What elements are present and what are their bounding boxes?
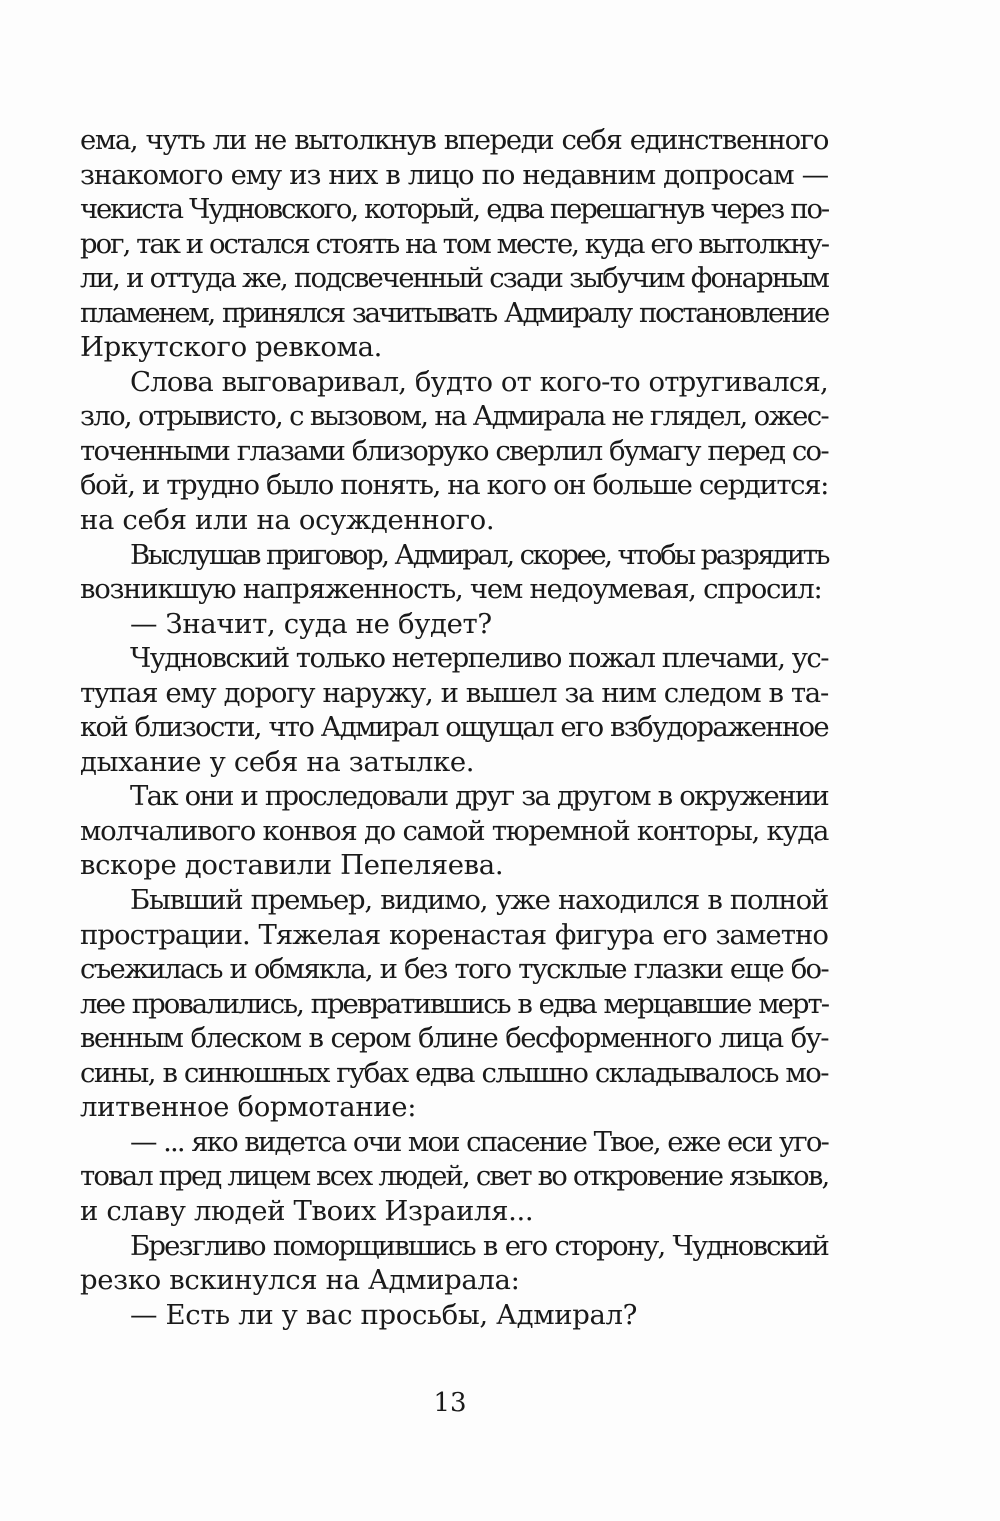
text-line: тупая ему дорогу наружу, и вышел за ним следом в та-	[80, 676, 828, 709]
text-line: возникшую напряженность, чем недоумевая, спросил:	[80, 573, 822, 606]
text-line: — Значит, суда не будет?	[130, 607, 492, 640]
text-line: Чудновский только нетерпеливо пожал плечами, ус-	[130, 642, 828, 675]
text-line: Так они и проследовали друг за другом в окружении	[130, 780, 828, 813]
text-line: Брезгливо поморщившись в его сторону, Чудновский	[130, 1229, 828, 1262]
body-text	[80, 123, 828, 1332]
text-line: зло, отрывисто, с вызовом, на Адмирала не глядел, ожес-	[80, 400, 828, 433]
text-line: — Есть ли у вас просьбы, Адмирал?	[130, 1298, 638, 1331]
text-line: сины, в синюшных губах едва слышно складывалось мо-	[80, 1056, 828, 1089]
text-line: Бывший премьер, видимо, уже находился в полной	[130, 884, 828, 917]
text-line: кой близости, что Адмирал ощущал его взбудораженное	[80, 711, 828, 744]
text-line: Слова выговаривал, будто от кого-то отругивался,	[130, 365, 828, 398]
text-line: Выслушав приговор, Адмирал, скорее, чтобы разрядить	[130, 538, 828, 571]
text-line: товал пред лицем всех людей, свет во откровение языков,	[80, 1160, 829, 1193]
text-line: ли, и оттуда же, подсвеченный сзади зыбучим фонарным	[80, 262, 828, 295]
text-line: Иркутского ревкома.	[80, 331, 383, 364]
text-line: прострации. Тяжелая коренастая фигура его заметно	[80, 918, 828, 951]
text-line: и славу людей Твоих Израиля...	[80, 1194, 534, 1227]
text-line: чекиста Чудновского, который, едва перешагнув через по-	[80, 193, 828, 226]
text-line: рог, так и остался стоять на том месте, куда его вытолкну-	[80, 227, 828, 260]
text-line: точенными глазами близоруко сверлил бумагу перед со-	[80, 434, 828, 467]
text-line: венным блеском в сером блине бесформенного лица бу-	[80, 1022, 828, 1055]
text-line: вскоре доставили Пепеляева.	[80, 849, 504, 882]
text-line: съежилась и обмякла, и без того тусклые глазки еще бо-	[80, 953, 828, 986]
text-line: — ... яко видетса очи мои спасение Твое, еже еси уго-	[130, 1125, 828, 1158]
text-line: ема, чуть ли не вытолкнув впереди себя единственного	[80, 124, 828, 156]
text-line: дыхание у себя на затылке.	[80, 745, 475, 778]
text-line: молчаливого конвоя до самой тюремной конторы, куда	[80, 814, 829, 847]
text-line: на себя или на осужденного.	[80, 504, 495, 537]
text-line: лее провалились, превратившись в едва мерцавшие мерт-	[80, 987, 828, 1020]
text-line: пламенем, принялся зачитывать Адмиралу постановление	[80, 296, 828, 329]
text-line: литвенное бормотание:	[80, 1091, 417, 1124]
page-number: 13	[433, 1388, 467, 1418]
text-line: бой, и трудно было понять, на кого он больше сердится:	[80, 469, 828, 502]
text-line: знакомого ему из них в лицо по недавним допросам —	[80, 158, 828, 191]
text-line: резко вскинулся на Адмирала:	[80, 1264, 520, 1297]
